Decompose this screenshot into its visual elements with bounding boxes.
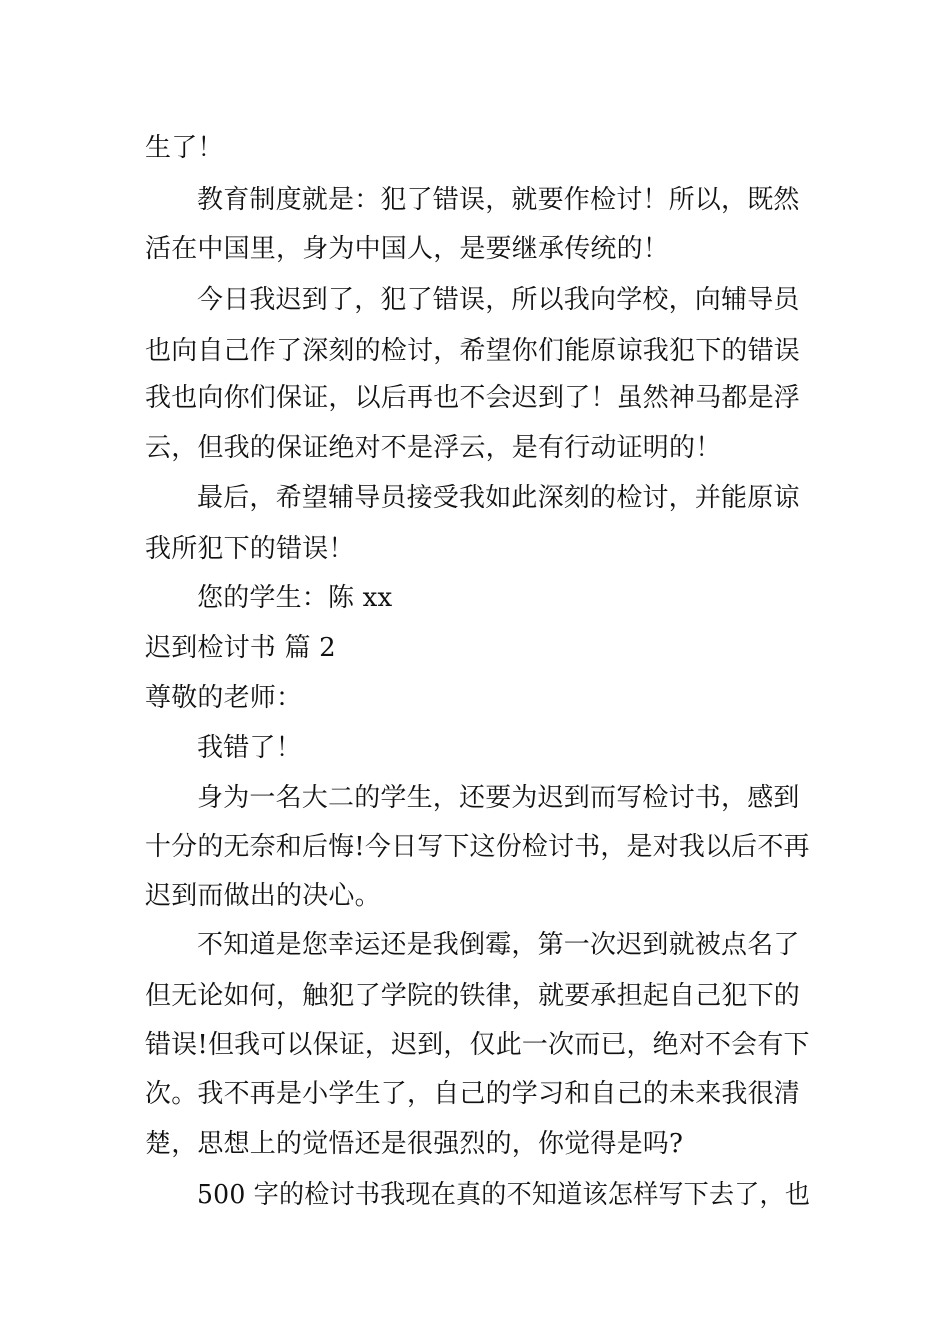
text-line: 我也向你们保证，以后再也不会迟到了！虽然神马都是浮 [145,383,801,413]
section-heading: 迟到检讨书 篇 2 [145,633,336,663]
text-line: 错误!但我可以保证，迟到，仅此一次而已，绝对不会有下 [145,1030,810,1060]
text-line: 教育制度就是：犯了错误，就要作检讨！所以，既然 [197,185,800,215]
text-line: 今日我迟到了，犯了错误，所以我向学校，向辅导员 [197,285,800,315]
text-line: 最后，希望辅导员接受我如此深刻的检讨，并能原谅 [197,483,800,513]
text-line: 我所犯下的错误！ [145,534,355,564]
text-line: 生了！ [145,133,224,163]
text-line: 楚，思想上的觉悟还是很强烈的，你觉得是吗? [145,1129,684,1159]
text-line: 身为一名大二的学生，还要为迟到而写检讨书，感到 [197,783,800,813]
text-line: 活在中国里，身为中国人，是要继承传统的！ [145,234,670,264]
text-line: 不知道是您幸运还是我倒霉，第一次迟到就被点名了 [197,930,800,960]
text-line: 我错了！ [197,733,302,763]
text-line: 十分的无奈和后悔!今日写下这份检讨书，是对我以后不再 [145,832,810,862]
signature-line: 您的学生：陈 xx [197,583,393,613]
text-line: 但无论如何，触犯了学院的铁律，就要承担起自己犯下的 [145,981,801,1011]
salutation: 尊敬的老师： [145,683,303,713]
text-line: 也向自己作了深刻的检讨，希望你们能原谅我犯下的错误 [145,336,801,366]
text-line: 次。我不再是小学生了，自己的学习和自己的未来我很清 [145,1079,801,1109]
text-line: 迟到而做出的决心。 [145,881,381,911]
text-line: 500 字的检讨书我现在真的不知道该怎样写下去了，也 [197,1180,811,1210]
text-line: 云，但我的保证绝对不是浮云，是有行动证明的！ [145,433,722,463]
